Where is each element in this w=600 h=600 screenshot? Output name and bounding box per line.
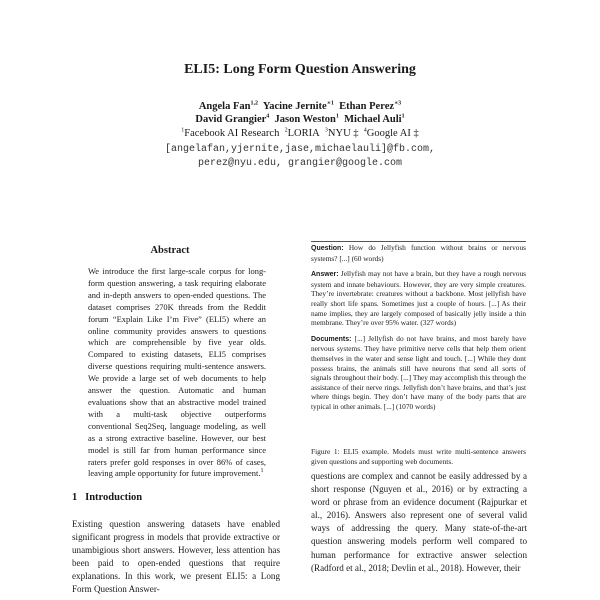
author-name: David Grangier [195,114,267,125]
author-name: Jason Weston [274,114,336,125]
abstract-body: We introduce the first large-scale corpus for long-form question answering, a task requiring elaborate and in-depth answers to open-ended questions. The dataset comprises 270K threads from the Reddit forum “Explain Like I’m Five” (ELI5) where an online community provides answers to questions which are comprehensible by five year olds. Compared to existing datasets, ELI5 comprises diverse questions requiring multi-sentence answers. We provide a large set of web documents to help answer the question. Automatic and human evaluations show that an abstractive model trained with a multi-task objective outperforms conventional Seq2Seq, language modeling, as well as a strong extractive baseline. However, our best model is still far from human performance since raters prefer gold responses in over 86% of cases, leaving ample opportunity for future improvement.$^1$ [88,266,266,479]
example-question: Question: How do Jellyfish function without brains or nervous systems? [...] (60 words) [311,243,526,263]
abstract-heading: Abstract [150,245,190,256]
introduction-text: Existing question answering datasets have enabled significant progress in models that provide extractive or unambigious short answers. However, less attention has been paid to open-ended questions that require explanations. In this work, we present ELI5: a Long Form Question Answer- [72,519,280,595]
paper-title: ELI5: Long Form Question Answering [184,62,416,77]
author-name: Angela Fan [198,101,251,112]
authors-line-1: Angela Fan$^{1,2}$ Yacine Jernite$^{∗1}$ Ethan Perez$^{∗3}$ [198,100,402,112]
section-heading-introduction: 1 Introduction [72,492,143,503]
affiliations: $^1$Facebook AI Research $^2$LORIA $^3$NYU ‡ $^4$Google AI ‡ [181,127,419,139]
author-name: Ethan Perez [339,101,395,112]
example-documents: Documents: [...] Jellyfish do not have brains, and most barely have nervous systems. They have primitive nerve cells that help them orient themselves in the water and sense light and touch. [...] While they dont possess brains, the animals still have neurons that send all sorts of signals throughout their body. [...] They may accomplish this through the assistance of their nerve rings. Jellyfish don’t have brains, and that’s just where things begin. They don’t have many of the body parts that are typical in other animals. [...] (1070 words) [311,333,526,411]
author-emails: [angelafan,yjernite,jase,michaelauli]@fb.com, perez@nyu.edu, grangier@google.com [164,144,436,169]
figure-example-box [311,243,526,418]
right-column-text: questions are complex and cannot be easily addressed by a short response (Nguyen et al., 2016) or by extracting a word or phrase from an evidence document (Rajpurkar et al., 2016). Answers also represent one of several valid ways of addressing the query. Many state-of-the-art question answering models perform well compared to human performance for extractive answer selection (Radford et al., 2018; Devlin et al., 2018). However, their [311,471,527,573]
author-name: Michael Auli [344,114,402,125]
authors-line-2: David Grangier$^4$ Jason Weston$^1$ Michael Auli$^1$ [195,113,405,125]
figure-caption: Figure 1: ELI5 example. Models must write multi-sentence answers given questions and supporting web documents. [311,447,526,466]
figure-top-rule [311,241,526,242]
example-answer: Answer: Jellyfish may not have a brain, but they have a rough nervous system and innate behaviours. However, they are very simple creatures. They’re invertebrate: creatures without a backbone. Most jellyfish have really short life spans. Sometimes just a couple of hours. [...] As their name implies, they are largely composed of basically jelly inside a thin membrane. They’re over 95% water. (327 words) [311,269,526,328]
author-name: Yacine Jernite [262,101,327,112]
